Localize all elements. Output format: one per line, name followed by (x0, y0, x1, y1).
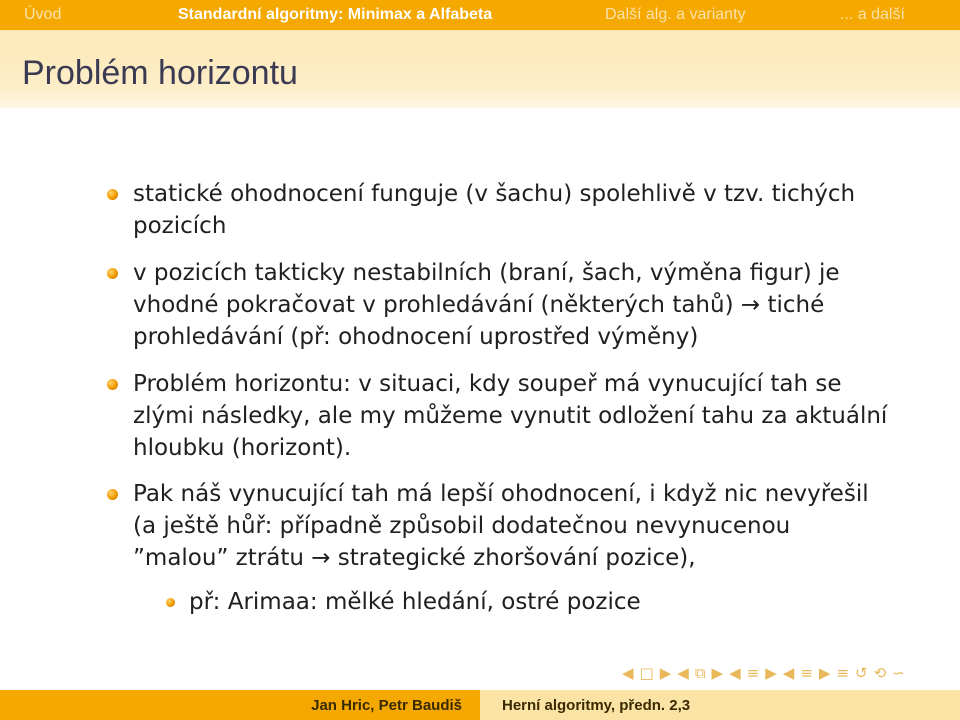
list-item-line: Problém horizontu: v situaci, kdy soupeř má vynucující tah se (133, 371, 842, 397)
subsection-icon[interactable]: ⧉ (694, 664, 706, 682)
document-icon[interactable]: ≡ (836, 664, 850, 682)
slide-title: Problém horizontu (22, 54, 298, 92)
top-navigation-bar (0, 0, 960, 30)
list-item-line: (a ještě hůř: případně způsobil dodatečnou nevynucenou (133, 513, 791, 539)
bullet-icon (107, 268, 118, 279)
bullet-icon (107, 489, 118, 500)
nav-next-icon[interactable]: ▶ (765, 664, 777, 682)
nav-item-standard-algorithms[interactable]: Standardní algoritmy: Minimax a Alfabeta (178, 6, 493, 23)
nav-next-icon[interactable]: ▶ (818, 664, 831, 682)
section-icon[interactable]: ≡ (746, 664, 760, 682)
nav-prev-icon[interactable]: ◀ (729, 664, 741, 682)
nav-prev-icon[interactable]: ◀ (677, 664, 689, 682)
list-item-line: prohledávání (př: ohodnocení uprostřed výměny) (133, 324, 699, 350)
list-item-line: vhodné pokračovat v prohledávání (některých tahů) → tiché (133, 292, 825, 318)
footer-course: Herní algoritmy, předn. 2,3 (502, 697, 691, 714)
list-item-line: v pozicích takticky nestabilních (braní, šach, výměna figur) je (133, 260, 840, 286)
list-item-line: pozicích (133, 213, 227, 239)
nav-next-icon[interactable]: ▶ (659, 664, 672, 682)
footer (0, 690, 960, 720)
search-icon[interactable]: ∽ (892, 664, 905, 682)
footer-authors: Jan Hric, Petr Baudiš (311, 697, 462, 714)
list-item-line: hloubku (horizont). (133, 435, 352, 461)
bullet-icon (107, 379, 118, 390)
list-item-line: ”malou” ztrátu → strategické zhoršování pozice), (133, 545, 696, 571)
nav-item-uvod[interactable]: Úvod (24, 6, 62, 23)
list-item-line: statické ohodnocení funguje (v šachu) spolehlivě v tzv. tichých (133, 181, 856, 207)
nav-prev-icon[interactable]: ◀ (782, 664, 795, 682)
sub-list-item-line: př: Arimaa: mělké hledání, ostré pozice (189, 589, 641, 615)
list-item-line: Pak náš vynucující tah má lepší ohodnocení, i když nic nevyřešil (133, 481, 869, 507)
nav-next-icon[interactable]: ▶ (711, 664, 724, 682)
nav-item-other-algorithms[interactable]: Další alg. a varianty (605, 6, 746, 23)
beamer-navigation-symbols (622, 662, 905, 684)
bullet-icon (107, 189, 118, 200)
footer-authors-box (0, 690, 480, 720)
undo-icon[interactable]: ↺ (855, 664, 868, 682)
sub-bullet-icon (166, 598, 175, 607)
frame-title-band (0, 30, 960, 108)
nav-item-and-more[interactable]: ... a další (840, 6, 905, 23)
back-icon[interactable]: ⟲ (873, 664, 887, 682)
frame-icon[interactable]: □ (639, 664, 654, 682)
list-item-line: zlými následky, ale my můžeme vynutit odložení tahu za aktuální (133, 403, 888, 429)
section-icon[interactable]: ≡ (800, 664, 813, 682)
nav-prev-icon[interactable]: ◀ (622, 664, 634, 682)
footer-course-box (480, 690, 960, 720)
